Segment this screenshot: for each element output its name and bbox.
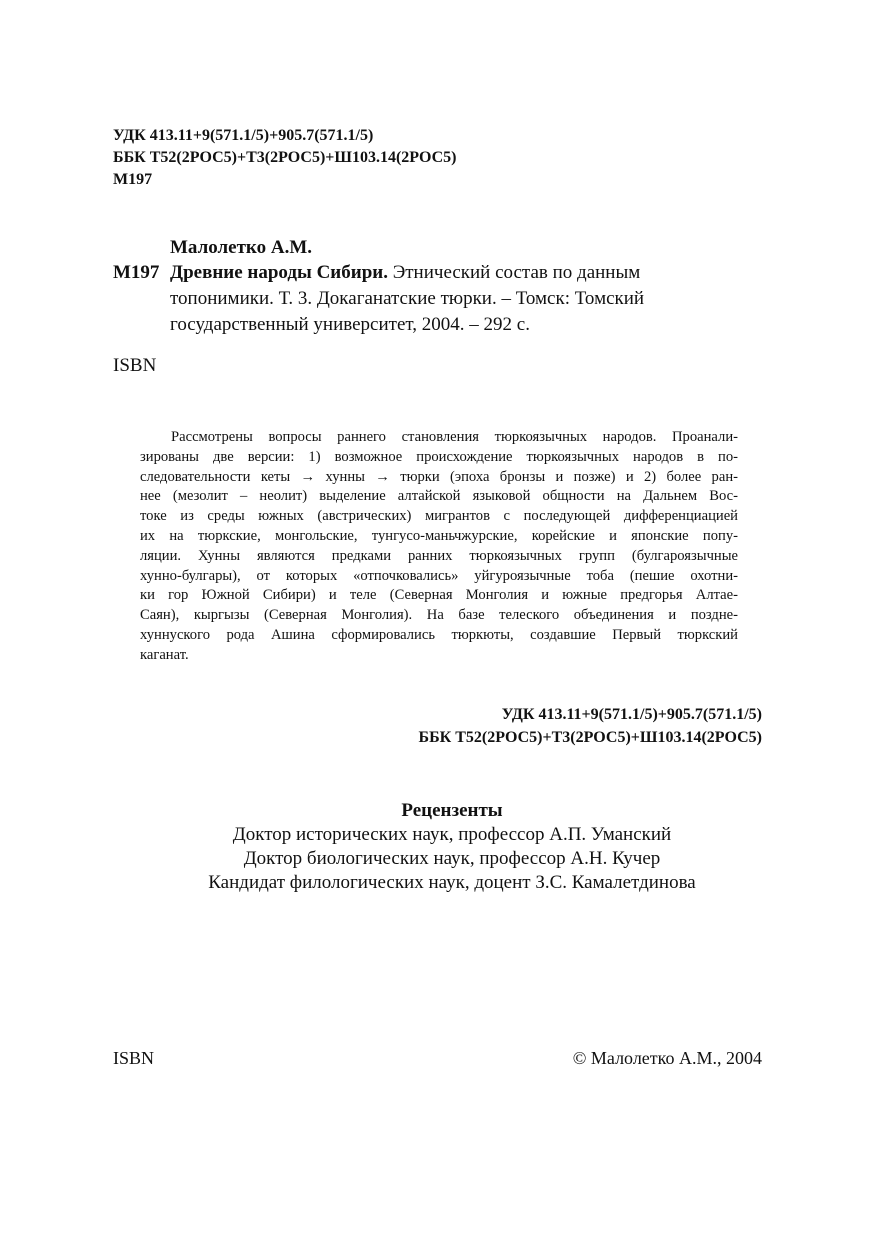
bib-line3: государственный университет, 2004. – 292 с.	[170, 314, 530, 335]
abstract-line: зированы две версии: 1) возможное происхождение тюркоязычных народов в по-	[140, 448, 738, 465]
udk-code-right: УДК 413.11+9(571.1/5)+905.7(571.1/5)	[501, 706, 762, 723]
bib-title: Древние народы Сибири.	[170, 262, 388, 283]
abstract-line: токе из среды южных (австрических) мигрантов с последующей дифференциацией	[140, 508, 738, 525]
bib-title-line	[170, 260, 640, 286]
abstract-line: ки гор Южной Сибири) и теле (Северная Монголия и южные предгорья Алтае-	[140, 587, 738, 604]
reviewer-item: Доктор исторических наук, профессор А.П. Уманский	[232, 824, 672, 845]
abstract-line: хуннуского рода Ашина сформировались тюркюты, создавшие Первый тюркский	[140, 626, 738, 643]
bbk-code-top: ББК Т52(2РОС5)+Т3(2РОС5)+Ш103.14(2РОС5)	[113, 149, 457, 166]
udk-code-top: УДК 413.11+9(571.1/5)+905.7(571.1/5)	[113, 127, 374, 144]
reviewer-item: Доктор биологических наук, профессор А.Н. Кучер	[243, 848, 661, 869]
abstract-line: каганат.	[140, 646, 189, 663]
abstract-line: их на тюркские, монгольские, тунгусо-маньчжурские, корейские и японские попу-	[140, 527, 738, 544]
abstract-line: следовательности кеты → хунны → тюрки (эпоха бронзы и позже) и 2) более ран-	[140, 468, 738, 485]
abstract-line: Рассмотрены вопросы раннего становления тюркоязычных народов. Проанали-	[171, 429, 738, 445]
bib-author: Малолетко А.М.	[170, 237, 313, 258]
isbn-bottom: ISBN	[113, 1048, 155, 1068]
isbn-top: ISBN	[113, 355, 157, 376]
bib-line1-rest: Этнический состав по данным	[392, 262, 641, 283]
abstract-line: нее (мезолит – неолит) выделение алтайской языковой общности на Дальнем Вос-	[140, 488, 738, 505]
copyright: © Малолетко А.М., 2004	[572, 1048, 762, 1068]
abstract	[140, 428, 738, 666]
abstract-line: Саян), кыргызы (Северная Монголия). На базе телеского объединения и поздне-	[140, 607, 738, 624]
bib-author-mark: М197	[113, 262, 160, 283]
author-mark-top: М197	[113, 171, 153, 188]
abstract-line: хунно-булгары), от которых «отпочковались» уйгуроязычные тоба (пешие охотни-	[140, 567, 738, 584]
reviewer-item: Кандидат филологических наук, доцент З.С. Камалетдинова	[208, 872, 696, 893]
reviewers-heading: Рецензенты	[401, 800, 503, 821]
abstract-line: ляции. Хунны являются предками ранних тюркоязычных групп (булгароязычные	[140, 547, 738, 564]
bib-line2: топонимики. Т. 3. Докаганатские тюрки. – Томск: Томский	[170, 288, 645, 309]
bbk-code-right: ББК Т52(2РОС5)+Т3(2РОС5)+Ш103.14(2РОС5)	[418, 729, 762, 746]
